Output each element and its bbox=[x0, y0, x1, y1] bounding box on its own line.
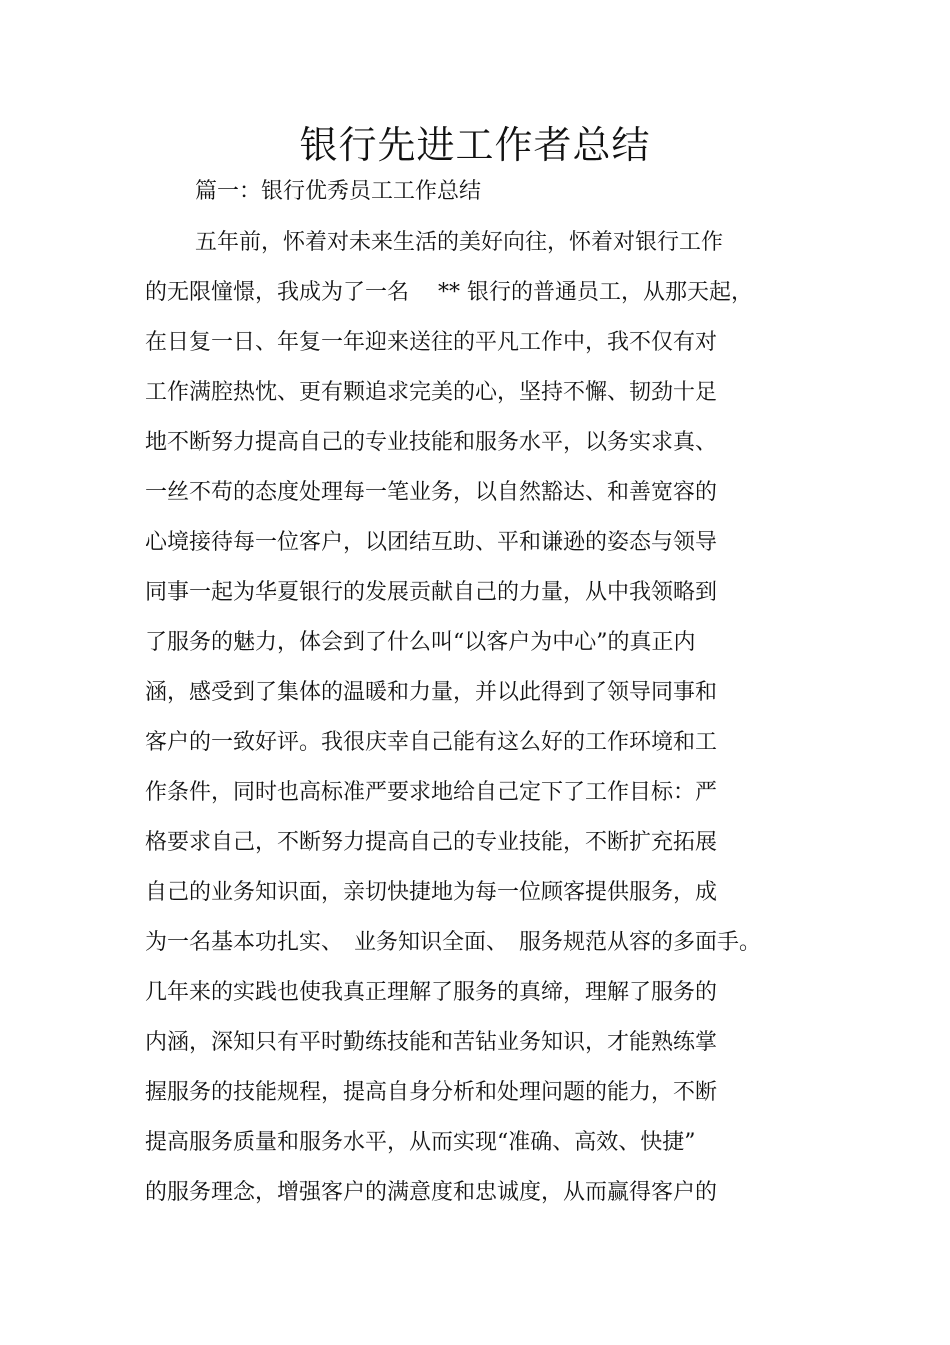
paragraph-line: 提高服务质量和服务水平，从而实现“准确、高效、快捷” bbox=[145, 1130, 696, 1155]
paragraph-line: 几年来的实践也使我真正理解了服务的真缔，理解了服务的 bbox=[145, 980, 718, 1005]
paragraph-line: 同事一起为华夏银行的发展贡献自己的力量，从中我领略到 bbox=[145, 580, 718, 605]
paragraph-line: 了服务的魅力，体会到了什么叫“以客户为中心”的真正内 bbox=[145, 630, 696, 655]
paragraph-line: 一丝不苟的态度处理每一笔业务，以自然豁达、和善宽容的 bbox=[145, 480, 718, 505]
paragraph-line: 在日复一日、年复一年迎来送往的平凡工作中，我不仅有对 bbox=[145, 330, 718, 355]
paragraph-line: 为一名基本功扎实、 业务知识全面、 服务规范从容的多面手。 bbox=[145, 930, 762, 955]
paragraph-line: 内涵，深知只有平时勤练技能和苦钻业务知识，才能熟练掌 bbox=[145, 1030, 718, 1055]
paragraph-line: 格要求自己，不断努力提高自己的专业技能，不断扩充拓展 bbox=[145, 830, 718, 855]
paragraph-line: 作条件，同时也高标准严要求地给自己定下了工作目标：严 bbox=[145, 780, 718, 805]
paragraph-line: 握服务的技能规程，提高自身分析和处理问题的能力，不断 bbox=[145, 1080, 718, 1105]
paragraph-line: 客户的一致好评。我很庆幸自己能有这么好的工作环境和工 bbox=[145, 730, 718, 755]
paragraph-line: 的服务理念，增强客户的满意度和忠诚度，从而赢得客户的 bbox=[145, 1180, 718, 1205]
paragraph-line: 工作满腔热忱、更有颗追求完美的心，坚持不懈、韧劲十足 bbox=[145, 380, 718, 405]
paragraph-line: 涵，感受到了集体的温暖和力量，并以此得到了领导同事和 bbox=[145, 680, 718, 705]
paragraph-line: 的无限憧憬，我成为了一名 ** 银行的普通员工，从那天起， bbox=[145, 280, 753, 305]
paragraph-line: 地不断努力提高自己的专业技能和服务水平，以务实求真、 bbox=[145, 430, 718, 455]
document-title: 银行先进工作者总结 bbox=[299, 123, 651, 167]
paragraph-line: 自己的业务知识面，亲切快捷地为每一位顾客提供服务，成 bbox=[145, 880, 718, 905]
paragraph-line: 心境接待每一位客户，以团结互助、平和谦逊的姿态与领导 bbox=[145, 530, 718, 555]
paragraph-line: 五年前，怀着对未来生活的美好向往，怀着对银行工作 bbox=[195, 230, 724, 255]
document-subtitle: 篇一：银行优秀员工工作总结 bbox=[195, 179, 482, 204]
